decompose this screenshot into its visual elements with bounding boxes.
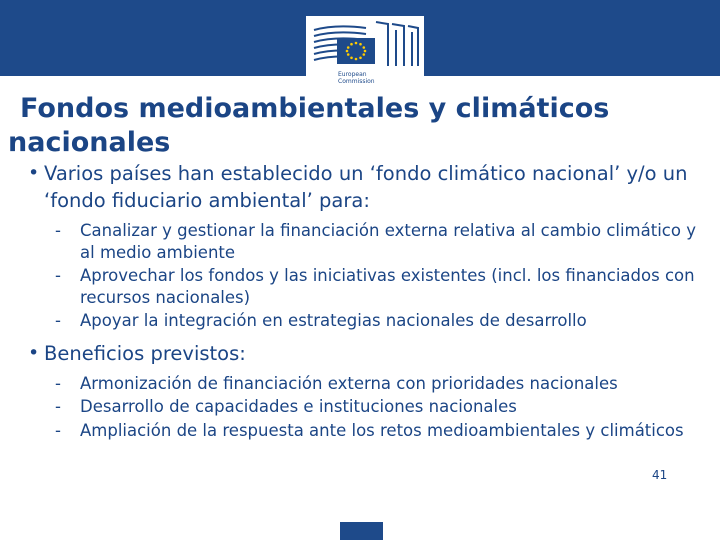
bullet-2-sublist [28,373,708,442]
list-item-dash: - [55,397,61,416]
list-item-dash: - [55,420,61,440]
bullet-2-text: Beneficios previstos: [44,341,246,365]
logo-text: European Commission [338,71,375,85]
list-item-text: Apoyar la integración en estrategias nacionales de desarrollo [80,311,587,330]
title-line-2: nacionales [8,127,171,158]
footer-bar [340,522,383,540]
bullet-1-sublist [28,220,708,332]
list-item [28,265,708,308]
slide-content [28,160,708,449]
list-item-dash: - [55,221,61,240]
list-item-text: Ampliación de la respuesta ante los retos medioambientales y climáticos [80,420,684,440]
list-item-text: Armonización de financiación externa con prioridades nacionales [80,373,618,393]
european-commission-logo [306,16,424,92]
list-item-dash: - [55,266,61,285]
title-line-1: Fondos medioambientales y climáticos [20,93,610,124]
bullet-1 [28,160,708,214]
list-item [28,373,708,395]
bullet-1-symbol: • [28,162,40,184]
slide-title [8,92,708,160]
page-number: 41 [652,468,668,482]
list-item [28,420,708,442]
list-item-text: Aprovechar los fondos y las iniciativas existentes (incl. los financiados con recursos nacionales) [80,266,695,307]
bullet-2 [28,340,708,367]
list-item-dash: - [55,311,61,330]
list-item-text: Desarrollo de capacidades e instituciones nacionales [80,397,517,416]
bullet-2-symbol: • [28,341,40,364]
list-item-text: Canalizar y gestionar la financiación externa relativa al cambio climático y al medio ambiente [80,221,696,262]
list-item-dash: - [55,373,61,393]
list-item [28,310,708,332]
bullet-1-text: Varios países han establecido un ‘fondo climático nacional’ y/o un ‘fondo fiduciario ambiental’ para: [44,162,688,212]
list-item [28,396,708,418]
list-item [28,220,708,263]
